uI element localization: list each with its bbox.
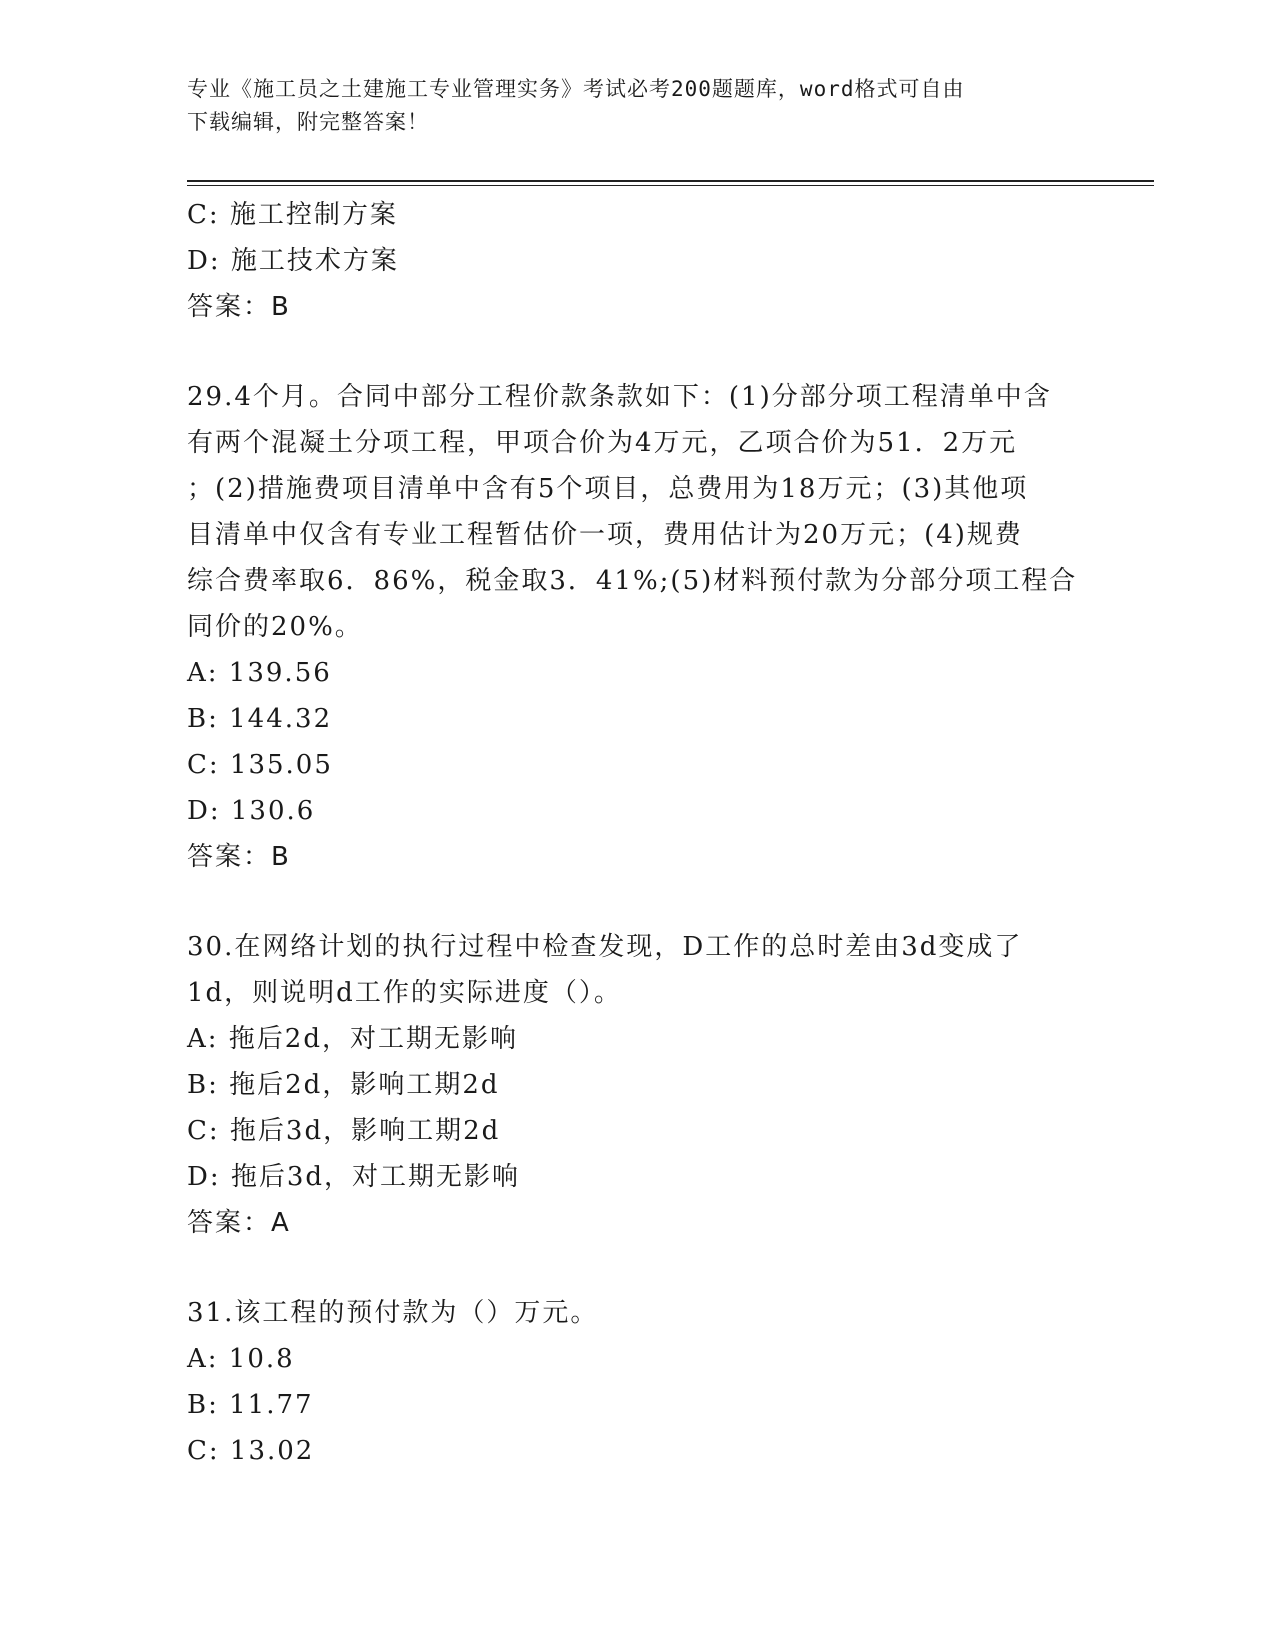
option-b: B: 144.32 bbox=[187, 704, 333, 734]
header-line-2: 下载编辑，附完整答案！ bbox=[187, 110, 429, 134]
stem-line: ；(2)措施费项目清单中含有5个项目，总费用为18万元；(3)其他项 bbox=[187, 474, 1029, 504]
stem-line: 30.在网络计划的执行过程中检查发现，D工作的总时差由3d变成了 bbox=[187, 932, 1023, 962]
partial-question bbox=[187, 192, 1087, 330]
header-divider-thin bbox=[187, 185, 1154, 186]
stem-line: 31.该工程的预付款为（）万元。 bbox=[187, 1298, 599, 1328]
question-stem bbox=[187, 374, 1087, 650]
header-divider-thick bbox=[187, 180, 1154, 182]
spacer bbox=[187, 880, 1087, 924]
question-31 bbox=[187, 1290, 1087, 1474]
option-a: A: 10.8 bbox=[187, 1344, 295, 1374]
spacer bbox=[187, 1246, 1087, 1290]
answer-line: 答案：B bbox=[187, 842, 291, 872]
answer-line: 答案：B bbox=[187, 292, 291, 322]
stem-line: 有两个混凝土分项工程，甲项合价为4万元，乙项合价为51．2万元 bbox=[187, 428, 1018, 458]
option-b: B: 拖后2d，影响工期2d bbox=[187, 1070, 500, 1100]
option-a: A: 拖后2d，对工期无影响 bbox=[187, 1024, 518, 1054]
stem-line: 同价的20%。 bbox=[187, 612, 363, 642]
option-c: C: 施工控制方案 bbox=[187, 200, 398, 230]
option-b: B: 11.77 bbox=[187, 1390, 314, 1420]
question-stem bbox=[187, 924, 1087, 1016]
stem-line: 综合费率取6．86%，税金取3．41%;(5)材料预付款为分部分项工程合 bbox=[187, 566, 1078, 596]
option-a: A: 139.56 bbox=[187, 658, 332, 688]
option-c: C: 135.05 bbox=[187, 750, 333, 780]
header-line-1: 专业《施工员之土建施工专业管理实务》考试必考200题题库，word格式可自由 bbox=[187, 77, 965, 101]
option-c: C: 拖后3d，影响工期2d bbox=[187, 1116, 501, 1146]
option-c: C: 13.02 bbox=[187, 1436, 315, 1466]
option-d: D: 施工技术方案 bbox=[187, 246, 399, 276]
stem-line: 1d，则说明d工作的实际进度（）。 bbox=[187, 978, 622, 1008]
spacer bbox=[187, 330, 1087, 374]
question-content bbox=[187, 192, 1087, 1474]
document-header bbox=[187, 73, 1067, 139]
option-d: D: 130.6 bbox=[187, 796, 316, 826]
question-30 bbox=[187, 924, 1087, 1246]
question-29 bbox=[187, 374, 1087, 880]
answer-line: 答案：A bbox=[187, 1208, 291, 1238]
stem-line: 目清单中仅含有专业工程暂估价一项，费用估计为20万元；(4)规费 bbox=[187, 520, 1023, 550]
stem-line: 29.4个月。合同中部分工程价款条款如下：(1)分部分项工程清单中含 bbox=[187, 382, 1052, 412]
question-stem bbox=[187, 1290, 1087, 1336]
option-d: D: 拖后3d，对工期无影响 bbox=[187, 1162, 521, 1192]
